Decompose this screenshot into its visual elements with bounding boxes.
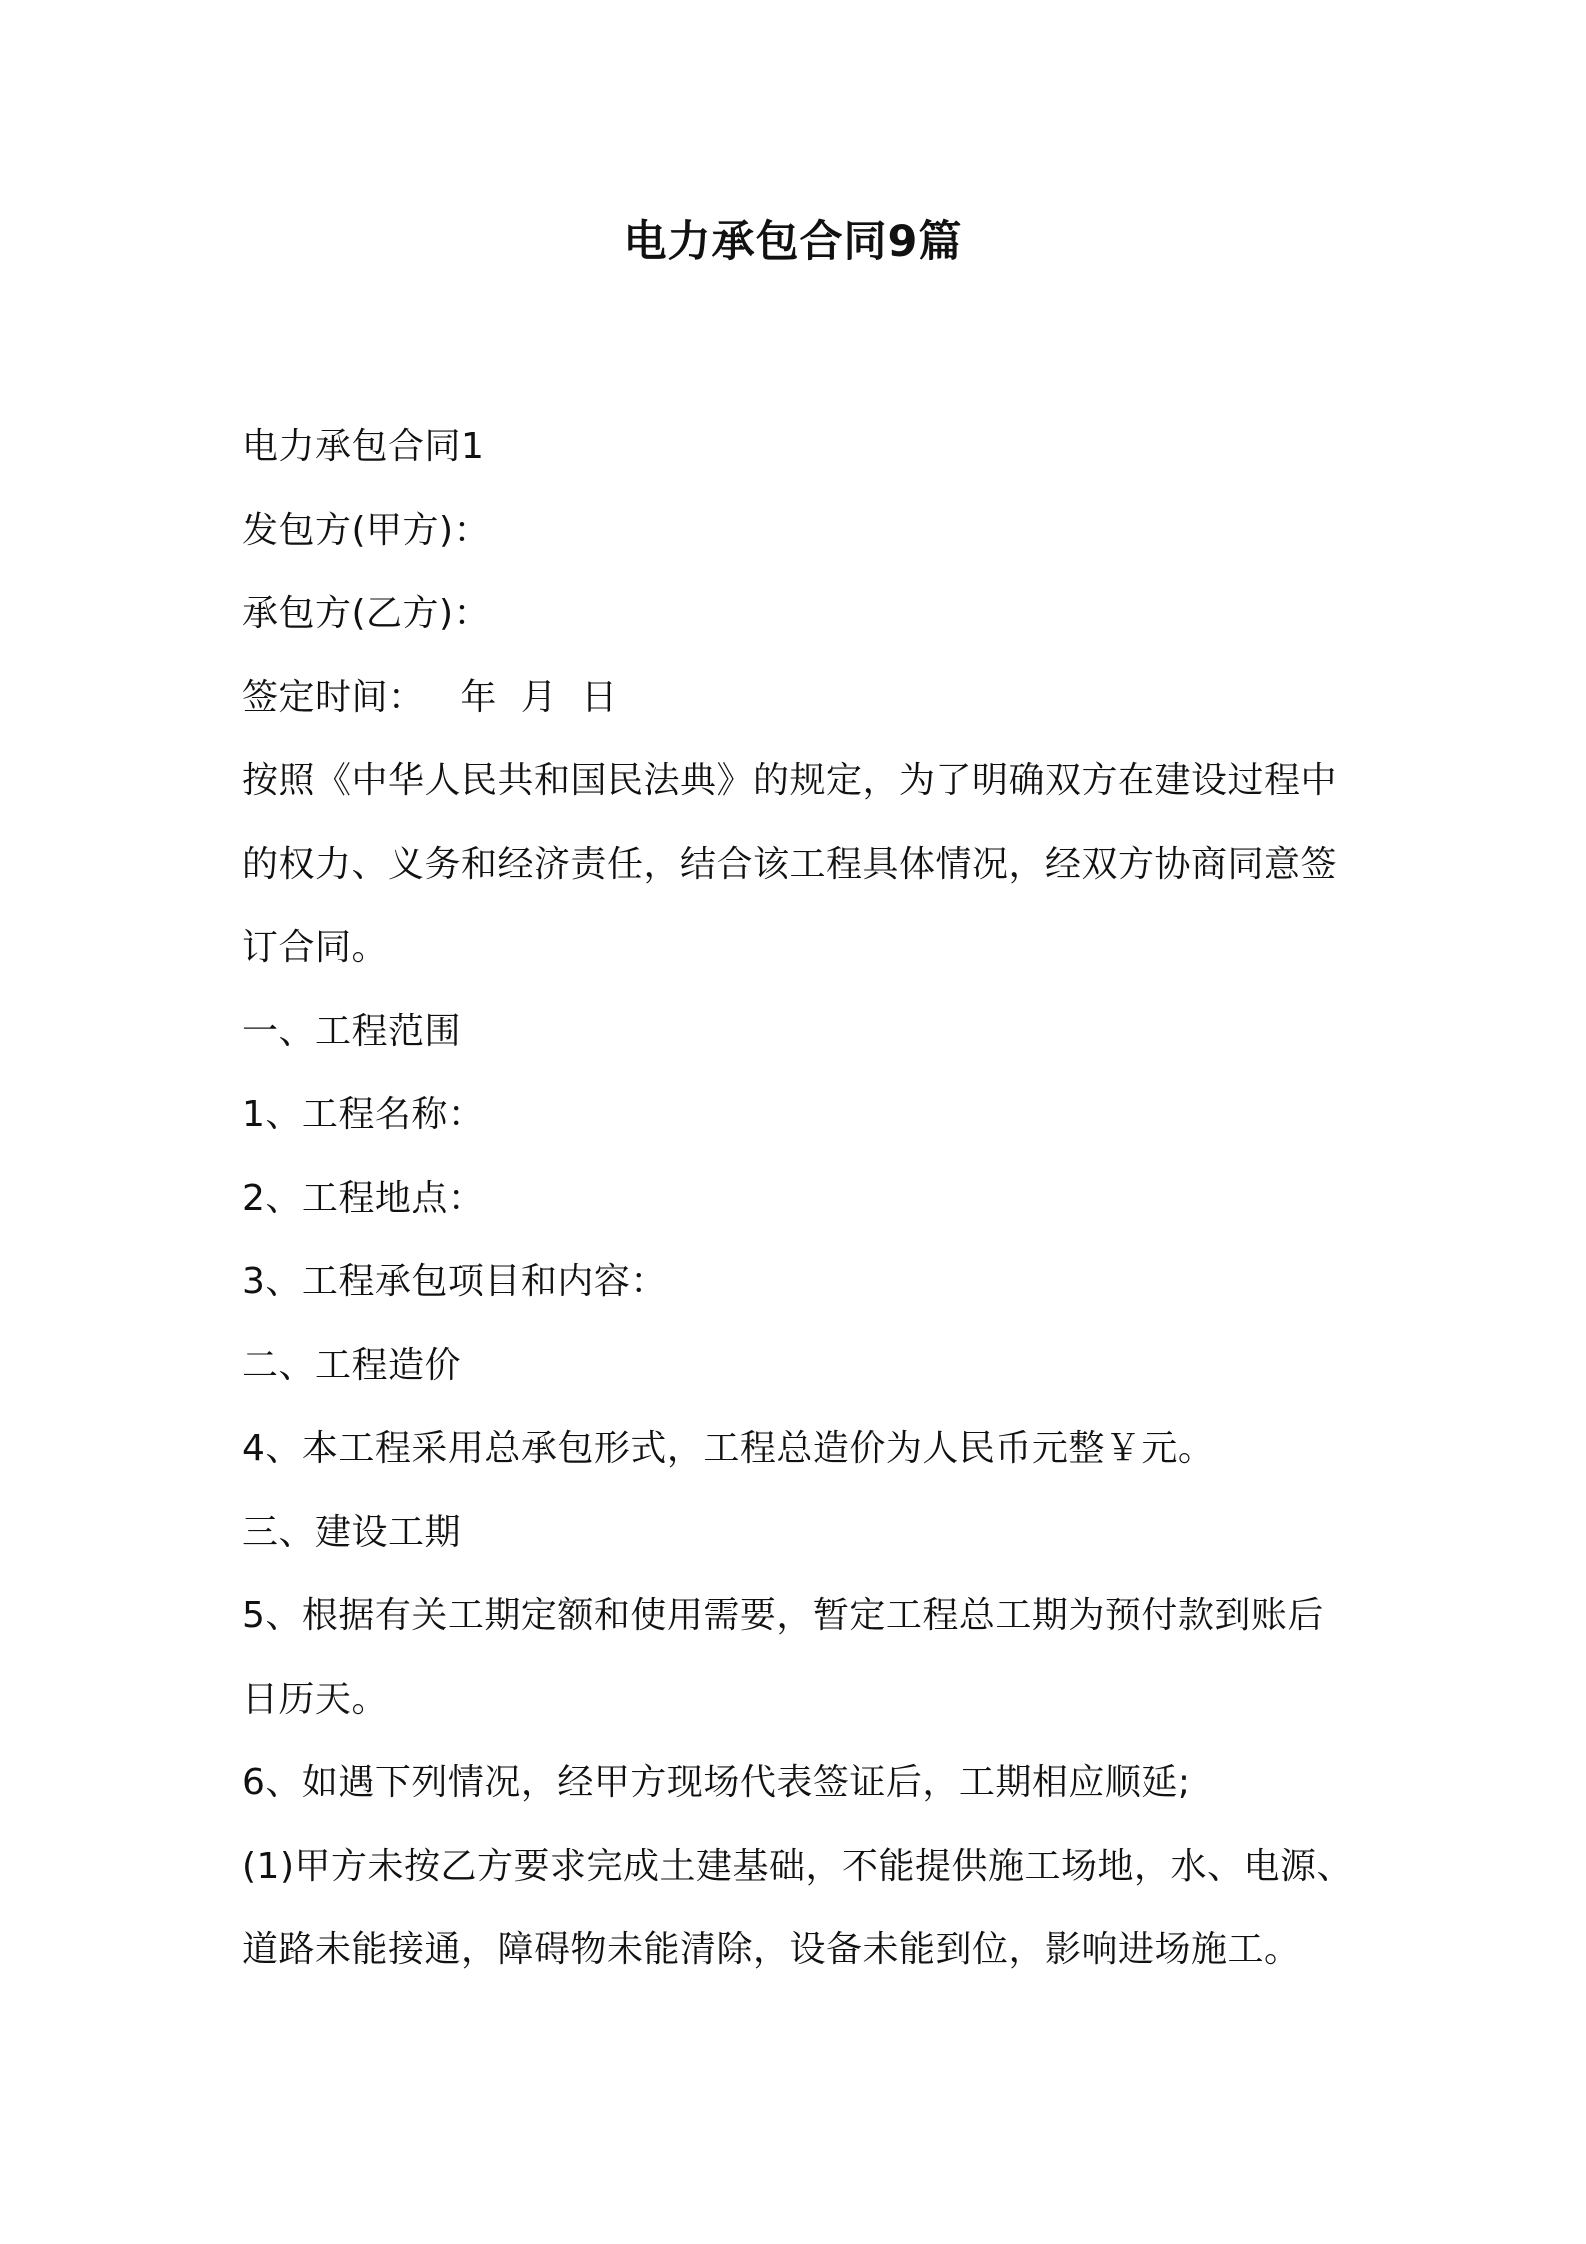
- delay-condition-1-line-1: (1)甲方未按乙方要求完成土建基础，不能提供施工场地，水、电源、: [242, 1845, 1353, 1887]
- document-title: 电力承包合同9篇: [623, 217, 963, 267]
- party-b-line: 承包方(乙方)：: [242, 593, 491, 634]
- item-total-cost: 4、本工程采用总承包形式，工程总造价为人民币元整￥元。: [242, 1428, 1215, 1469]
- item-schedule-line-2: 日历天。: [242, 1678, 389, 1720]
- document-body: [242, 405, 1362, 1992]
- item-delay-conditions: 6、如遇下列情况，经甲方现场代表签证后，工期相应顺延;: [242, 1762, 1191, 1803]
- delay-condition-1-line-2: 道路未能接通，障碍物未能清除，设备未能到位，影响进场施工。: [242, 1929, 1301, 1970]
- contract-heading: 电力承包合同1: [242, 426, 485, 467]
- section-heading-schedule: 三、建设工期: [242, 1511, 462, 1553]
- item-project-location: 2、工程地点：: [242, 1177, 485, 1219]
- intro-line-3: 订合同。: [242, 927, 389, 968]
- item-schedule-line-1: 5、根据有关工期定额和使用需要，暂定工程总工期为预付款到账后: [242, 1595, 1324, 1636]
- intro-line-1: 按照《中华人民共和国民法典》的规定，为了明确双方在建设过程中: [242, 760, 1338, 801]
- item-project-name: 1、工程名称：: [242, 1094, 485, 1135]
- section-heading-cost: 二、工程造价: [242, 1344, 462, 1386]
- party-a-line: 发包方(甲方)：: [242, 509, 491, 551]
- sign-date-line: 签定时间： 年 月 日: [242, 676, 618, 718]
- section-heading-scope: 一、工程范围: [242, 1010, 462, 1052]
- intro-line-2: 的权力、义务和经济责任，结合该工程具体情况，经双方协商同意签: [242, 843, 1338, 885]
- item-project-content: 3、工程承包项目和内容：: [242, 1261, 667, 1302]
